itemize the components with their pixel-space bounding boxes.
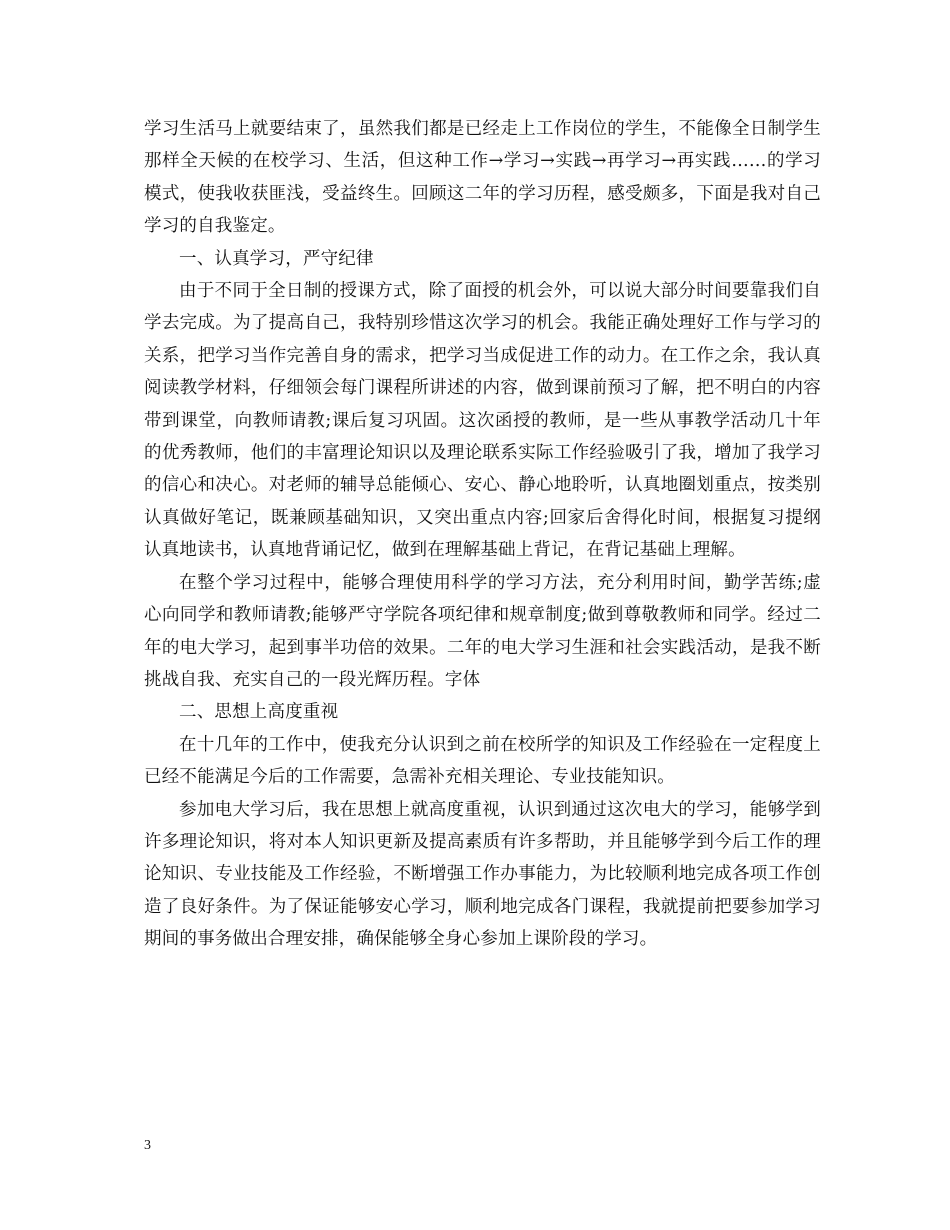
- body-paragraph: 参加电大学习后，我在思想上就高度重视，认识到通过这次电大的学习，能够学到许多理论知识，将对本人知识更新及提高素质有许多帮助，并且能够学到今后工作的理论知识、专业技能及工作经验，不断增强工作办事能力，为比较顺利地完成各项工作创造了良好条件。为了保证能够安心学习，顺利地完成各门课程，我就提前把要参加学习期间的事务做出合理安排，确保能够全身心参加上课阶段的学习。: [144, 799, 821, 950]
- document-body: [144, 113, 821, 956]
- body-paragraph: 在整个学习过程中，能够合理使用科学的学习方法，充分利用时间，勤学苦练;虚心向同学和教师请教;能够严守学院各项纪律和规章制度;做到尊敬教师和同学。经过二年的电大学习，起到事半功倍的效果。二年的电大学习生涯和社会实践活动，是我不断挑战自我、充实自己的一段光辉历程。字体: [144, 572, 821, 690]
- section-heading-2: 二、思想上高度重视: [179, 702, 339, 723]
- section-heading-1: 一、认真学习，严守纪律: [179, 248, 374, 269]
- body-paragraph: 在十几年的工作中，使我充分认识到之前在校所学的知识及工作经验在一定程度上已经不能满足今后的工作需要，急需补充相关理论、专业技能知识。: [144, 734, 821, 788]
- page-number: 3: [144, 1138, 151, 1153]
- body-paragraph: 由于不同于全日制的授课方式，除了面授的机会外，可以说大部分时间要靠我们自学去完成。为了提高自己，我特别珍惜这次学习的机会。我能正确处理好工作与学习的关系，把学习当作完善自身的需求，把学习当成促进工作的动力。在工作之余，我认真阅读教学材料，仔细领会每门课程所讲述的内容，做到课前预习了解，把不明白的内容带到课堂，向教师请教;课后复习巩固。这次函授的教师，是一些从事教学活动几十年的优秀教师，他们的丰富理论知识以及理论联系实际工作经验吸引了我，增加了我学习的信心和决心。对老师的辅导总能倾心、安心、静心地聆听，认真地圈划重点，按类别认真做好笔记，既兼顾基础知识，又突出重点内容;回家后舍得化时间，根据复习提纲认真地读书，认真地背诵记忆，做到在理解基础上背记，在背记基础上理解。: [144, 281, 821, 561]
- intro-paragraph: 学习生活马上就要结束了，虽然我们都是已经走上工作岗位的学生，不能像全日制学生那样全天候的在校学习、生活，但这种工作→学习→实践→再学习→再实践……的学习模式，使我收获匪浅，受益终生。回顾这二年的学习历程，感受颇多，下面是我对自己学习的自我鉴定。: [144, 119, 821, 237]
